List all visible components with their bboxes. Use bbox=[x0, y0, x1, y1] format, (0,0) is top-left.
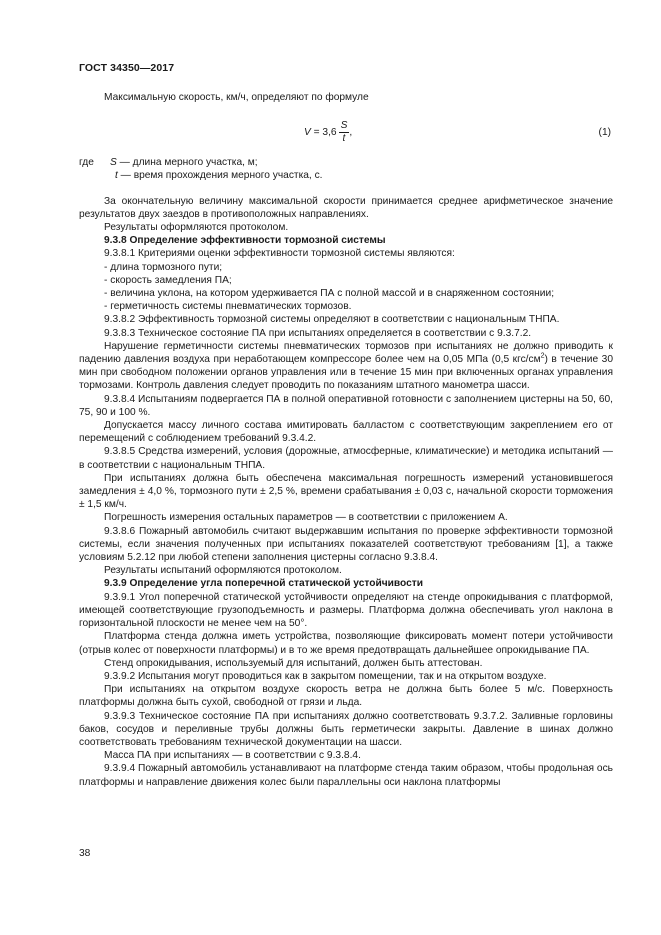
formula-comma: , bbox=[349, 127, 353, 139]
paragraph: При испытаниях должна быть обеспечена максимальная погрешность измерений установившегося замедления ± 4,0 %, тормозного пути ± 2,5 %, времени срабатывания ± 0,03 с, начальной скорости торможения ± 1,5 км/ч. bbox=[79, 472, 613, 511]
where-t-symbol: t bbox=[115, 170, 118, 182]
formula-fraction bbox=[339, 120, 353, 145]
paragraph: Результаты оформляются протоколом. bbox=[104, 222, 289, 233]
paragraph-pressure: Нарушение герметичности системы пневматических тормозов при испытаниях не должно приводить к падению давления воздуха при неработающем компрессоре более чем на 0,05 МПа (0,5 кгс/$см^2$) в течение 30 мин при свободном положении органов управления или в течение 15 мин при включенных органах управления тормозами. Контроль давления следует проводить по показаниям штатного манометра шасси. bbox=[79, 340, 613, 392]
section-heading-9-3-9: 9.3.9 Определение угла поперечной статической устойчивости bbox=[104, 578, 424, 590]
where-line-s bbox=[79, 156, 613, 169]
formula-lhs: V bbox=[304, 127, 311, 139]
section-heading-9-3-8: 9.3.8 Определение эффективности тормозной системы bbox=[104, 235, 386, 247]
formula-denominator: t bbox=[342, 133, 346, 145]
document-body bbox=[79, 91, 613, 789]
formula-intro: Максимальную скорость, км/ч, определяют по формуле bbox=[104, 92, 369, 103]
paragraph: Масса ПА при испытаниях — в соответствии с 9.3.8.4. bbox=[104, 750, 361, 762]
paragraph: Стенд опрокидывания, используемый для испытаний, должен быть аттестован. bbox=[104, 657, 483, 669]
paragraph: 9.3.9.2 Испытания могут проводиться как в закрытом помещении, так и на открытом воздухе. bbox=[104, 670, 547, 682]
document-header: ГОСТ 34350—2017 bbox=[79, 62, 175, 74]
where-line-t bbox=[79, 169, 613, 182]
where-s-symbol: S bbox=[110, 157, 117, 169]
where-word: где bbox=[79, 157, 94, 169]
formula-block bbox=[79, 116, 613, 150]
paragraph: 9.3.9.1 Угол поперечной статической устойчивости определяют на стенде опрокидывания с платформой, имеющей соответствующие грузоподъемность и размеры. Платформа должна обеспечивать угол наклона в горизонтальной плоскости не менее чем на 50°. bbox=[79, 591, 613, 630]
formula-number: (1) bbox=[598, 127, 611, 139]
paragraph: 9.3.8.4 Испытаниям подвергается ПА в полной оперативной готовности с заполнением цистерны на 50, 60, 75, 90 и 100 %. bbox=[79, 393, 613, 418]
page-number: 38 bbox=[79, 848, 91, 859]
paragraph: Платформа стенда должна иметь устройства, позволяющие фиксировать момент потери устойчивости (отрыв колес от поверхности платформы) и в то же время предотвращать дальнейшее опрокидывание ПА. bbox=[79, 631, 613, 656]
paragraph: 9.3.9.4 Пожарный автомобиль устанавливают на платформе стенда таким образом, чтобы продольная ось платформы и направление движения колес были параллельны оси наклона платформы bbox=[79, 763, 613, 788]
list-item: - величина уклона, на котором удерживается ПА с полной массой и в снаряженном состоянии; bbox=[104, 288, 555, 300]
paragraph: 9.3.8.5 Средства измерений, условия (дорожные, атмосферные, климатические) и методика испытаний — в соответствии с национальным ТНПА. bbox=[79, 446, 613, 471]
paragraph: За окончательную величину максимальной скорости принимается среднее арифметическое значение результатов двух заездов в противоположных направлениях. bbox=[79, 195, 613, 220]
formula-expression bbox=[304, 120, 352, 145]
where-t-text: — время прохождения мерного участка, с. bbox=[117, 170, 323, 182]
paragraph: Результаты испытаний оформляются протоколом. bbox=[104, 565, 342, 577]
paragraph: Погрешность измерения остальных параметров — в соответствии с приложением А. bbox=[104, 512, 508, 524]
paragraph: При испытаниях на открытом воздухе скорость ветра не должна быть более 5 м/с. Поверхность платформы должна быть сухой, свободной от грязи и льда. bbox=[79, 684, 613, 709]
formula-numerator: S bbox=[340, 120, 348, 132]
list-item: - скорость замедления ПА; bbox=[104, 274, 232, 286]
list-item: - герметичность системы пневматических тормозов. bbox=[104, 301, 352, 313]
paragraph: 9.3.8.2 Эффективность тормозной системы определяют в соответствии с национальным ТНПА. bbox=[104, 314, 560, 326]
where-s-text: — длина мерного участка, м; bbox=[116, 157, 258, 169]
superscript: 2 bbox=[540, 352, 545, 360]
paragraph: 9.3.9.3 Техническое состояние ПА при испытаниях должно соответствовать 9.3.7.2. Заливные горловины баков, сосудов и переливные трубы должны быть герметически закрыты. Давление в шинах должно соответствовать требованиям технической документации на шасси. bbox=[79, 710, 613, 748]
paragraph: Допускается массу личного состава имитировать балластом с соответствующим закреплением его от перемещений с соблюдением требований 9.3.4.2. bbox=[79, 420, 613, 445]
formula-coefficient: = 3,6 bbox=[310, 127, 337, 139]
paragraph: 9.3.8.3 Техническое состояние ПА при испытаниях определяется в соответствии с 9.3.7.2. bbox=[104, 327, 532, 339]
paragraph: 9.3.8.1 Критериями оценки эффективности тормозной системы являются: bbox=[104, 248, 455, 260]
paragraph: 9.3.8.6 Пожарный автомобиль считают выдержавшим испытания по проверке эффективности тормозной системы, если значения полученных при испытаниях показателей соответствуют требованиям [1], а также условиям 5.2.12 при любой степени заполнения цистерны согласно 9.3.8.4. bbox=[79, 525, 613, 564]
list-item: - длина тормозного пути; bbox=[104, 261, 223, 273]
